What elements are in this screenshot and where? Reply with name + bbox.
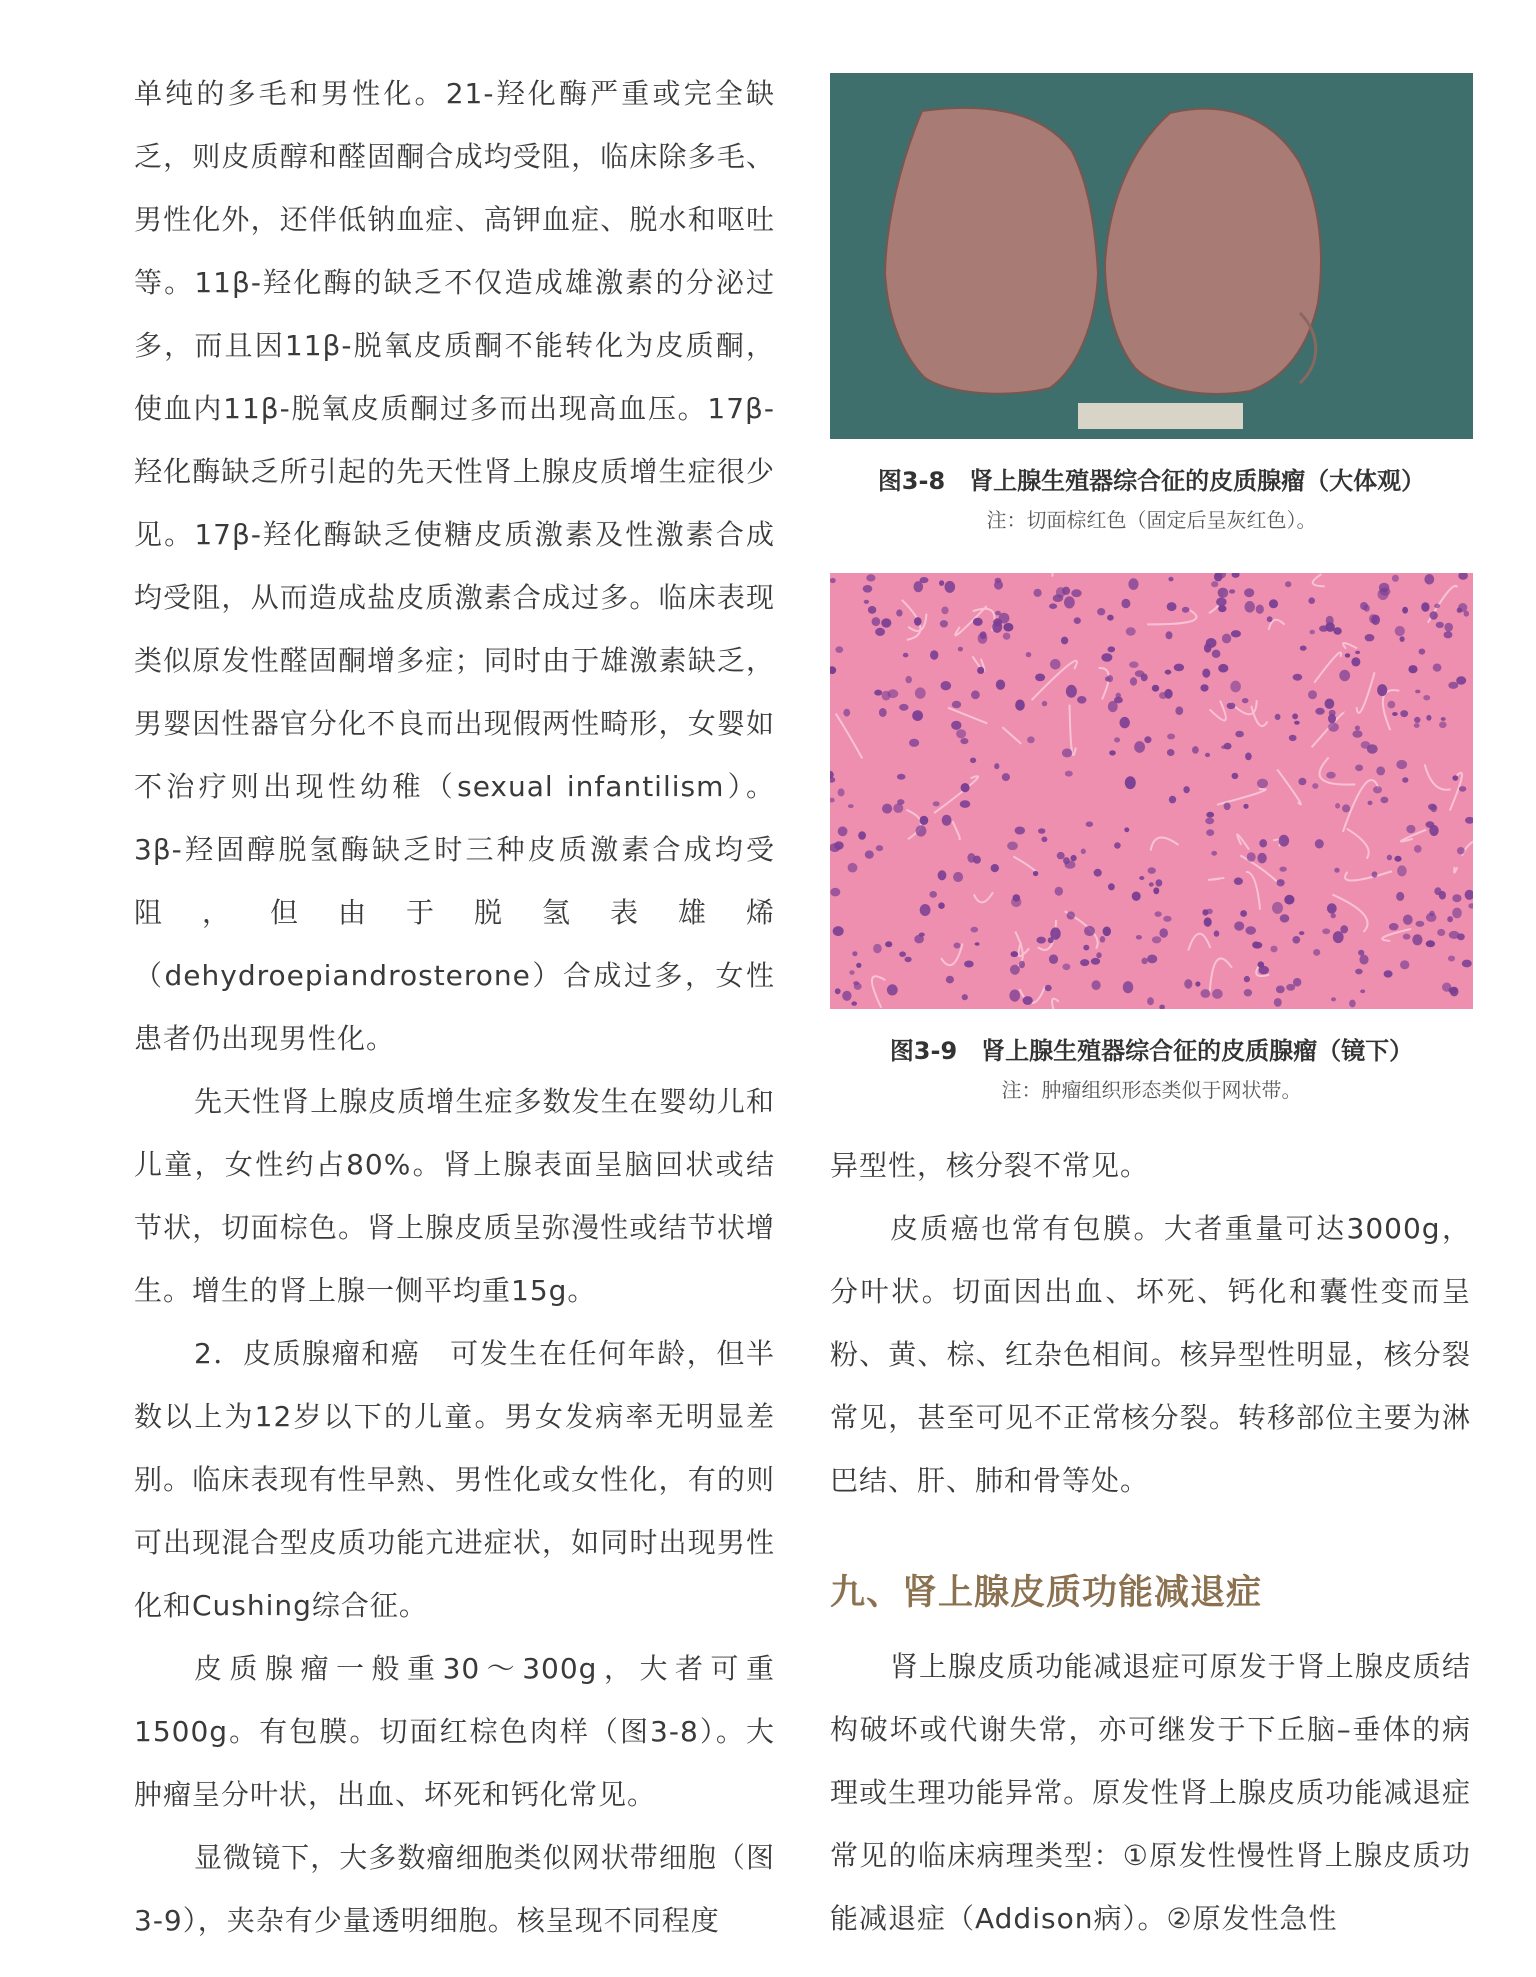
paragraph: 异型性，核分裂不常见。 bbox=[830, 1149, 1150, 1182]
figure-3-8 bbox=[830, 73, 1473, 533]
paragraph: 单纯的多毛和男性化。21-羟化酶严重或完全缺乏，则皮质醇和醛固酮合成均受阻，临床除多毛、男性化外，还伴低钠血症、高钾血症、脱水和呕吐等。11β-羟化酶的缺乏不仅造成雄激素的分泌过多，而且因11β-脱氧皮质酮不能转化为皮质酮，使血内11β-脱氧皮质酮过多而出现高血压。17β-羟化酶缺乏所引起的先天性肾上腺皮质增生症很少见。17β-羟化酶缺乏使糖皮质激素及性激素合成均受阻，从而造成盐皮质激素合成过多。临床表现类似原发性醛固酮增多症；同时由于雄激素缺乏，男婴因性器官分化不良而出现假两性畸形，女婴如不治疗则出现性幼稚（sexual infantilism）。3β-羟固醇脱氢酶缺乏时三种皮质激素合成均受阻，但由于脱氢表雄烯（dehydroepiandrosterone）合成过多，女性患者仍出现男性化。 bbox=[134, 77, 775, 1055]
paragraph: 先天性肾上腺皮质增生症多数发生在婴幼儿和儿童，女性约占80%。肾上腺表面呈脑回状或结节状，切面棕色。肾上腺皮质呈弥漫性或结节状增生。增生的肾上腺一侧平均重15g。 bbox=[134, 1085, 775, 1307]
gross-specimen-photo bbox=[830, 73, 1473, 439]
left-column bbox=[134, 62, 775, 1952]
paragraph: 显微镜下，大多数瘤细胞类似网状带细胞（图3-9），夹杂有少量透明细胞。核呈现不同程度 bbox=[134, 1841, 775, 1937]
figure-caption-note: 注：肿瘤组织形态类似于网状带。 bbox=[1001, 1078, 1302, 1102]
micrograph bbox=[830, 573, 1473, 1009]
paragraph: 皮质腺瘤一般重30～300g，大者可重1500g。有包膜。切面红棕色肉样（图3-8）。大肿瘤呈分叶状，出血、坏死和钙化常见。 bbox=[134, 1652, 775, 1811]
figure-caption-note: 注：切面棕红色（固定后呈灰红色）。 bbox=[986, 508, 1317, 532]
paragraph: 2．皮质腺瘤和癌 可发生在任何年龄，但半数以上为12岁以下的儿童。男女发病率无明显差别。临床表现有性早熟、男性化或女性化，有的则可出现混合型皮质功能亢进症状，如同时出现男性化和Cushing综合征。 bbox=[134, 1337, 775, 1622]
right-column-text bbox=[830, 1134, 1471, 1512]
paragraph: 皮质癌也常有包膜。大者重量可达3000g，分叶状。切面因出血、坏死、钙化和囊性变而呈粉、黄、棕、红杂色相间。核异型性明显，核分裂常见，甚至可见不正常核分裂。转移部位主要为淋巴结、肝、肺和骨等处。 bbox=[830, 1212, 1471, 1497]
figure-caption-title: 图3-9 肾上腺生殖器综合征的皮质腺瘤（镜下） bbox=[889, 1037, 1414, 1065]
figure-caption-title: 图3-8 肾上腺生殖器综合征的皮质腺瘤（大体观） bbox=[877, 467, 1426, 495]
paragraph: 肾上腺皮质功能减退症可原发于肾上腺皮质结构破坏或代谢失常，亦可继发于下丘脑–垂体的病理或生理功能异常。原发性肾上腺皮质功能减退症常见的临床病理类型：①原发性慢性肾上腺皮质功能减退症（Addison病）。②原发性急性 bbox=[830, 1650, 1471, 1935]
figure-3-9 bbox=[830, 573, 1473, 1103]
right-column-text bbox=[830, 1635, 1471, 1950]
section-heading: 九、肾上腺皮质功能减退症 bbox=[830, 1572, 1263, 1613]
